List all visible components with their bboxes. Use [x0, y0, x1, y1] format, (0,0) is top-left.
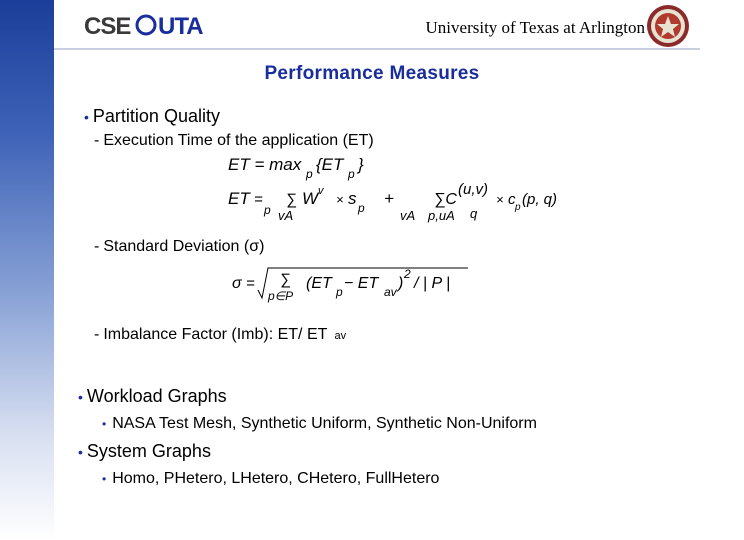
svg-text:=: = — [254, 191, 263, 208]
svg-text:p∈P: p∈P — [268, 289, 294, 303]
svg-text:q: q — [470, 206, 478, 221]
svg-text:∑: ∑ — [286, 191, 297, 208]
equation-et-sum — [224, 181, 564, 233]
bullet-icon: • — [78, 389, 83, 405]
bullet-partition-quality: • Partition Quality — [84, 106, 220, 126]
svg-text:vA: vA — [278, 208, 294, 223]
svg-text:UTA: UTA — [158, 13, 203, 40]
svg-text:}: } — [358, 155, 364, 174]
svg-text:p,uA: p,uA — [428, 208, 455, 223]
svg-text:2: 2 — [404, 267, 411, 281]
svg-text:v: v — [318, 185, 324, 197]
cse-uta-logo — [82, 8, 203, 42]
svg-text:− ET: − ET — [344, 275, 379, 292]
svg-text:CSE: CSE — [84, 13, 131, 40]
slide-title: Performance Measures — [264, 63, 480, 84]
sub-item-execution-time: - Execution Time of the application (ET) — [94, 132, 374, 149]
svg-text:×: × — [496, 192, 504, 207]
workload-graph-types: • NASA Test Mesh, Synthetic Uniform, Synthetic Non-Uniform — [102, 415, 537, 432]
svg-text:p: p — [306, 167, 313, 181]
svg-text:c: c — [508, 191, 516, 208]
svg-text:p: p — [264, 203, 271, 217]
svg-text:s: s — [348, 189, 357, 208]
svg-text:W: W — [302, 189, 319, 208]
svg-text:=: = — [246, 275, 255, 292]
svg-text:(u,v): (u,v) — [458, 181, 488, 198]
svg-text:p: p — [336, 285, 343, 299]
svg-text:×: × — [336, 192, 344, 207]
bullet-system-graphs: • System Graphs — [78, 441, 211, 461]
svg-text:(ET: (ET — [306, 275, 332, 292]
svg-text:p: p — [515, 202, 521, 213]
bullet-icon: • — [78, 444, 83, 460]
bullet-workload-graphs: • Workload Graphs — [78, 386, 227, 406]
svg-text:∑: ∑ — [280, 271, 291, 288]
svg-text:ET: ET — [228, 189, 250, 208]
svg-text:+: + — [384, 189, 394, 208]
svg-text:/ | P |: / | P | — [414, 275, 451, 292]
university-name: University of Texas at Arlington — [425, 18, 645, 37]
svg-text:σ: σ — [232, 275, 242, 292]
svg-text:∑C: ∑C — [434, 191, 457, 208]
equation-sigma — [232, 262, 472, 311]
svg-text:ET = max: ET = max — [228, 155, 302, 174]
university-seal-icon — [646, 4, 690, 48]
svg-text:p: p — [358, 201, 365, 215]
sub-item-imbalance-factor: - Imbalance Factor (Imb): ET/ ET av — [94, 326, 347, 343]
system-graph-types: • Homo, PHetero, LHetero, CHetero, FullHetero — [102, 470, 440, 487]
svg-text:): ) — [398, 275, 404, 292]
bullet-icon: • — [102, 417, 107, 431]
svg-text:av: av — [384, 285, 397, 299]
bullet-icon: • — [84, 109, 89, 125]
header-divider — [54, 48, 700, 50]
svg-text:p: p — [348, 167, 355, 181]
sub-item-standard-deviation: - Standard Deviation (σ) — [94, 238, 265, 255]
svg-text:(p, q): (p, q) — [522, 191, 558, 208]
bullet-icon: • — [102, 472, 107, 486]
svg-text:{ET: {ET — [316, 155, 344, 174]
subscript-av: av — [334, 330, 347, 342]
svg-text:vA: vA — [400, 208, 416, 223]
